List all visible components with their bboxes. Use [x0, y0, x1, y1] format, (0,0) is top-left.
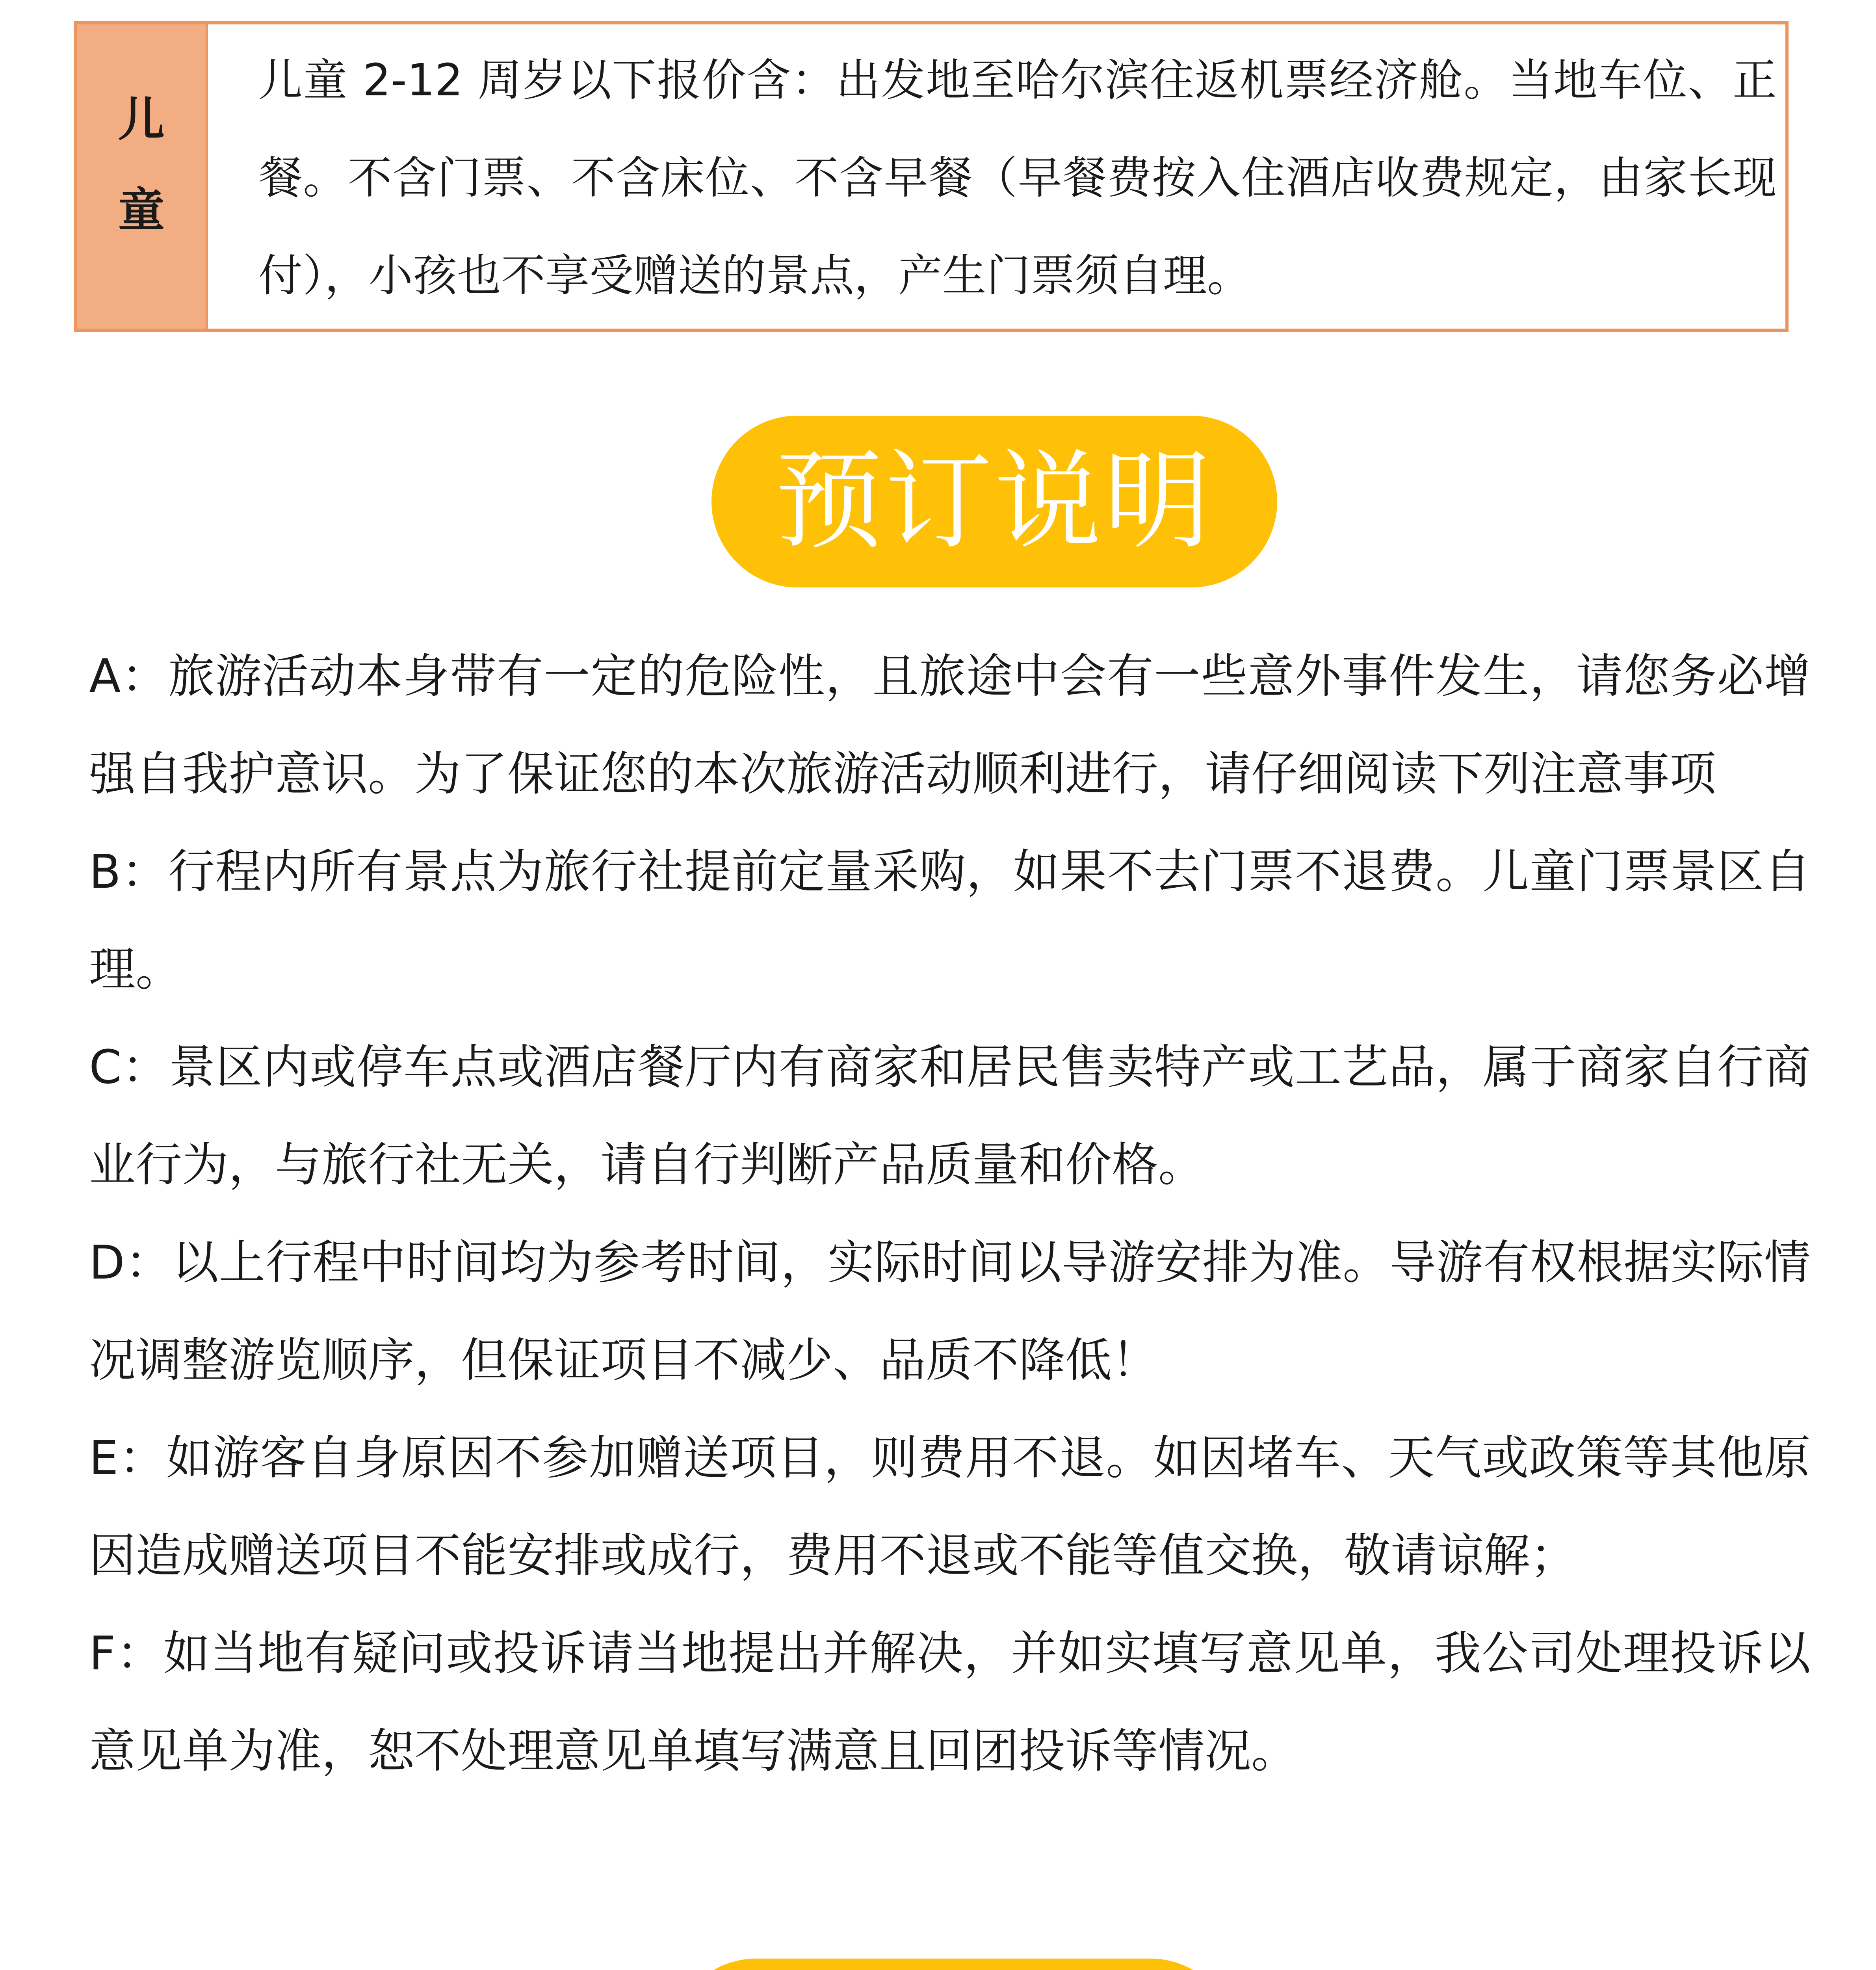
booking-note-c: C：景区内或停车点或酒店餐厅内有商家和居民售卖特产或工艺品，属于商家自行商业行为，与旅行社无关，请自行判断产品质量和价格。	[89, 1040, 1811, 1192]
children-pricing-text: 儿童 2-12 周岁以下报价含：出发地至哈尔滨往返机票经济舱。当地车位、正餐。不含门票、不含床位、不含早餐（早餐费按入住酒店收费规定，由家长现付），小孩也不享受赠送的景点，产生门票须自理。	[258, 55, 1777, 301]
children-label-cell	[77, 24, 208, 329]
notes-heading-pill	[671, 1959, 1236, 1970]
children-label-char: 儿	[118, 92, 165, 147]
booking-note-a: A：旅游活动本身带有一定的危险性，且旅途中会有一些意外事件发生，请您务必增强自我护意识。为了保证您的本次旅游活动顺利进行，请仔细阅读下列注意事项	[89, 649, 1811, 801]
booking-note-f: F：如当地有疑问或投诉请当地提出并解决，并如实填写意见单，我公司处理投诉以意见单为准，恕不处理意见单填写满意且回团投诉等情况。	[89, 1626, 1811, 1778]
booking-notes-list	[89, 627, 1811, 1800]
children-pricing-table	[74, 21, 1789, 332]
booking-note-d: D：以上行程中时间均为参考时间，实际时间以导游安排为准。导游有权根据实际情况调整游览顺序，但保证项目不减少、品质不降低！	[89, 1235, 1811, 1387]
booking-heading-pill	[711, 416, 1277, 587]
booking-note-b: B：行程内所有景点为旅行社提前定量采购，如果不去门票不退费。儿童门票景区自理。	[89, 844, 1811, 996]
booking-note-e: E：如游客自身原因不参加赠送项目，则费用不退。如因堵车、天气或政策等其他原因造成赠送项目不能安排或成行，费用不退或不能等值交换，敬请谅解；	[89, 1431, 1811, 1583]
children-label-char: 童	[118, 183, 165, 237]
booking-heading: 预订说明	[775, 439, 1213, 564]
